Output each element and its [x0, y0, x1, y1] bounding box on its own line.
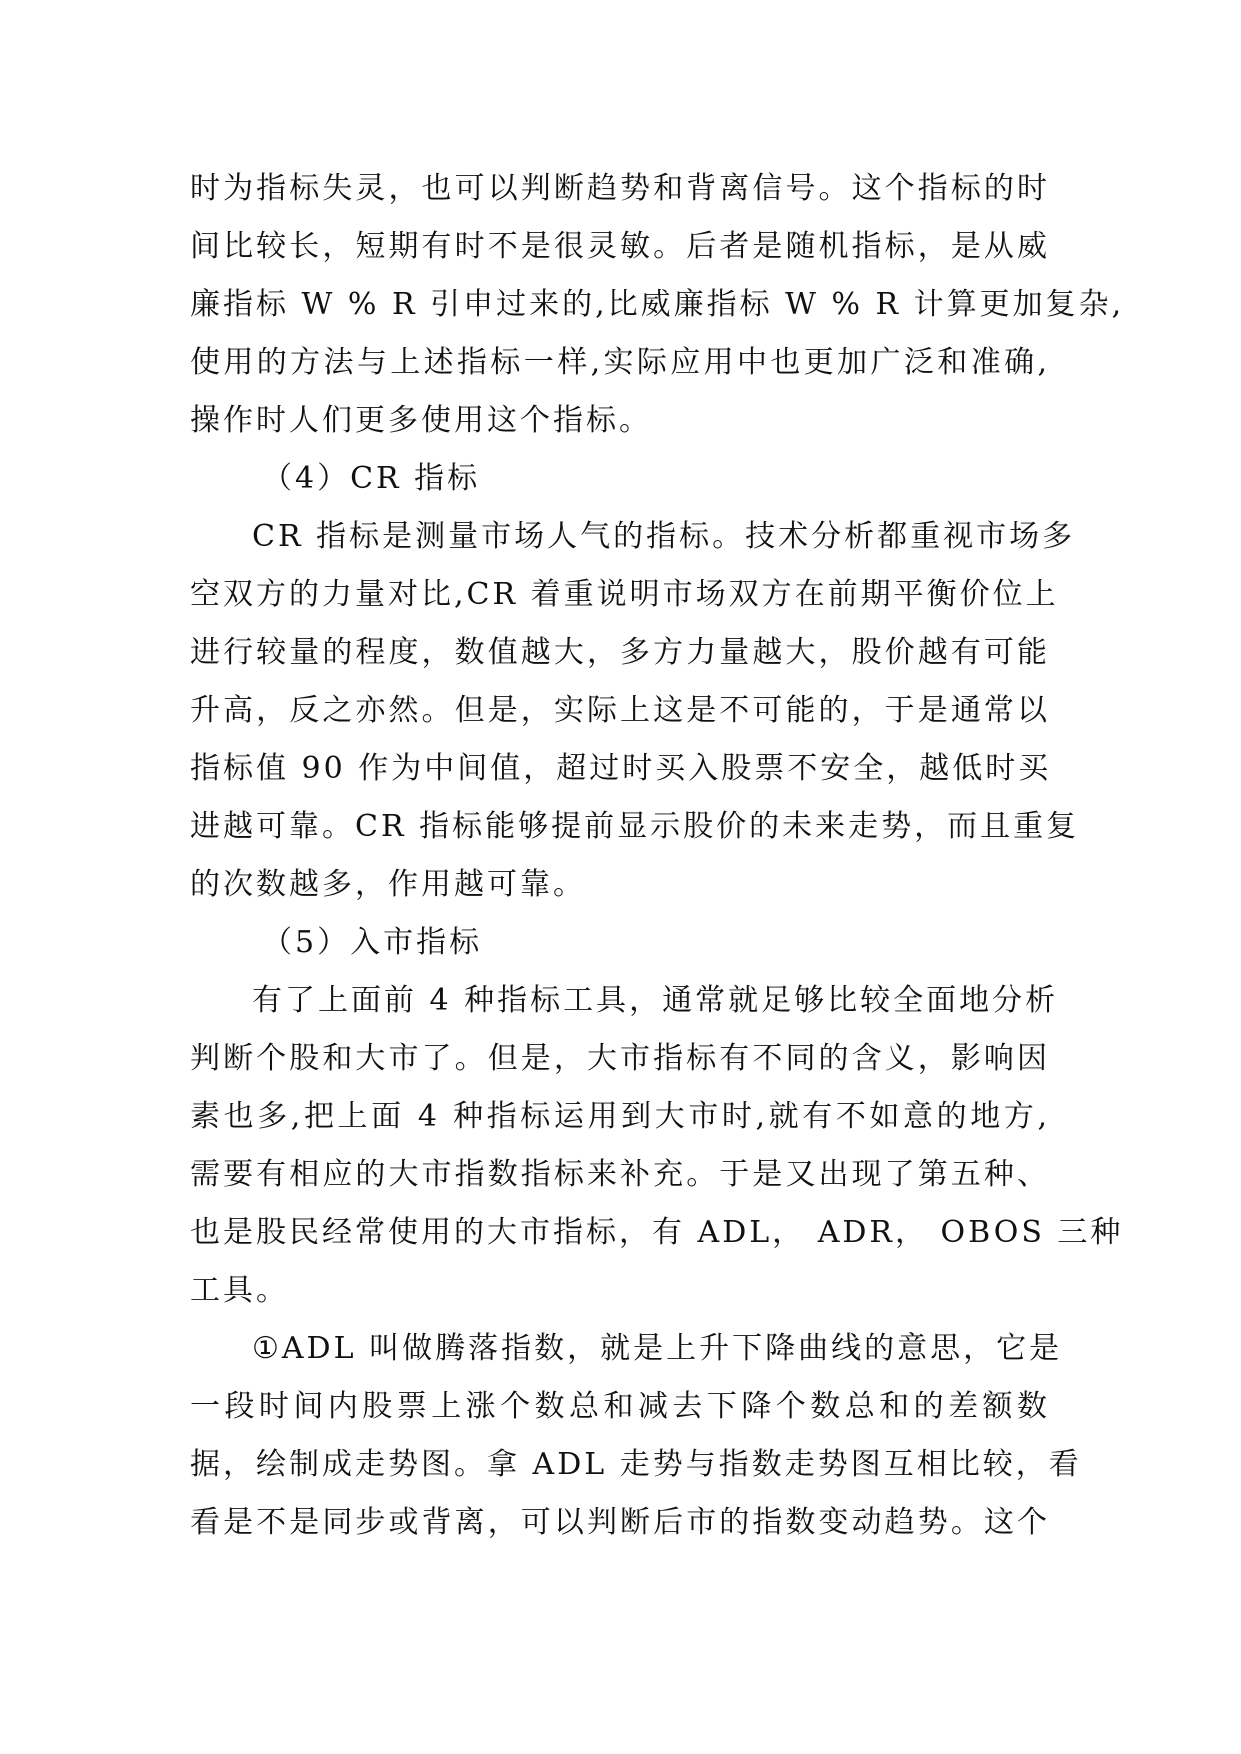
document-body: [190, 160, 1125, 1552]
body-line: 工具。: [190, 1273, 289, 1308]
body-line: 需要有相应的大市指数指标来补充。于是又出现了第五种、: [190, 1157, 1050, 1192]
body-line: 也是股民经常使用的大市指标，有 ADL， ADR， OBOS 三种: [190, 1215, 1124, 1250]
body-line: 有了上面前 4 种指标工具，通常就足够比较全面地分析: [252, 983, 1059, 1018]
body-line: 素也多,把上面 4 种指标运用到大市时,就有不如意的地方,: [190, 1099, 1050, 1134]
body-line: 使用的方法与上述指标一样,实际应用中也更加广泛和准确,: [190, 345, 1050, 380]
body-line: 一段时间内股票上涨个数总和减去下降个数总和的差额数: [190, 1389, 1050, 1424]
body-line: 进行较量的程度，数值越大，多方力量越大，股价越有可能: [190, 635, 1050, 670]
body-line: 看是不是同步或背离，可以判断后市的指数变动趋势。这个: [190, 1505, 1050, 1540]
body-line: 的次数越多，作用越可靠。: [190, 867, 586, 902]
body-line: 判断个股和大市了。但是，大市指标有不同的含义，影响因: [190, 1041, 1050, 1076]
body-line: ①ADL 叫做腾落指数，就是上升下降曲线的意思，它是: [252, 1331, 1063, 1366]
body-line: 升高，反之亦然。但是，实际上这是不可能的，于是通常以: [190, 693, 1050, 728]
section-heading: （4）CR 指标: [262, 461, 481, 496]
body-line: 时为指标失灵，也可以判断趋势和背离信号。这个指标的时: [190, 171, 1050, 206]
body-line: 廉指标 W % R 引申过来的,比威廉指标 W % R 计算更加复杂,: [190, 287, 1125, 322]
section-heading: （5）入市指标: [262, 925, 483, 960]
body-line: 空双方的力量对比,CR 着重说明市场双方在前期平衡价位上: [190, 577, 1059, 612]
body-line: 间比较长，短期有时不是很灵敏。后者是随机指标，是从威: [190, 229, 1050, 264]
body-line: 指标值 90 作为中间值，超过时买入股票不安全，越低时买: [190, 751, 1052, 786]
body-line: 据，绘制成走势图。拿 ADL 走势与指数走势图互相比较，看: [190, 1447, 1082, 1482]
body-line: CR 指标是测量市场人气的指标。技术分析都重视市场多: [252, 519, 1076, 554]
body-line: 操作时人们更多使用这个指标。: [190, 403, 652, 438]
body-line: 进越可靠。CR 指标能够提前显示股价的未来走势，而且重复: [190, 809, 1080, 844]
